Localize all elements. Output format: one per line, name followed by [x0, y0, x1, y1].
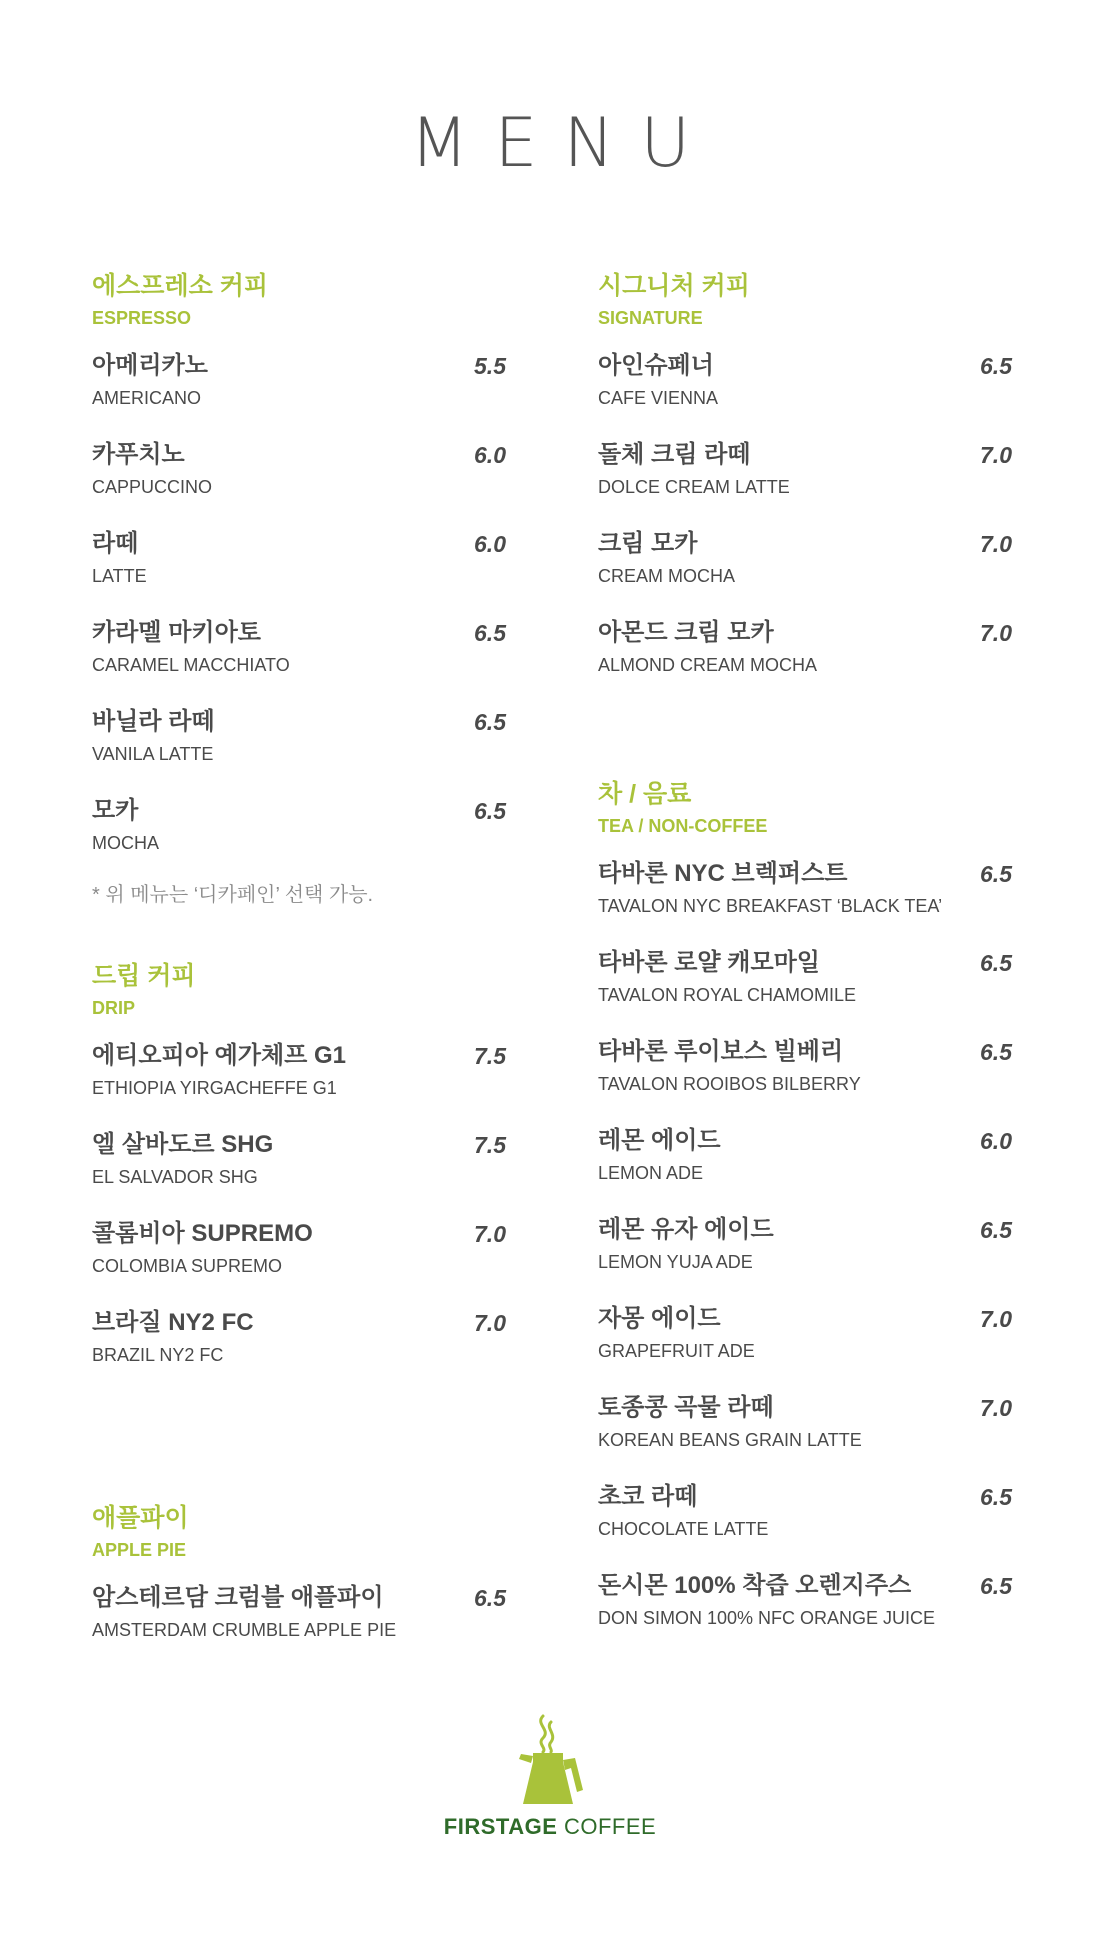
menu-item [92, 793, 506, 882]
item-name-ko: 에티오피아 예가체프 G1 [92, 1042, 347, 1069]
item-price: 6.5 [980, 1217, 1012, 1243]
item-name-en: LATTE [92, 566, 147, 586]
item-name-ko: 레몬 유자 에이드 [598, 1216, 774, 1243]
page-title: MENU [409, 104, 717, 183]
item-name-ko: 타바론 로얄 캐모마일 [598, 949, 820, 976]
item-price: 7.0 [980, 620, 1012, 646]
item-name-en: TAVALON NYC BREAKFAST ‘BLACK TEA’ [598, 896, 943, 916]
brand-name [0, 1814, 1100, 1840]
item-name-en: DON SIMON 100% NFC ORANGE JUICE [598, 1608, 936, 1628]
item-name-ko: 타바론 루이보스 빌베리 [598, 1038, 844, 1065]
menu-item [598, 856, 1012, 945]
right-column [598, 268, 1012, 1657]
item-price: 5.5 [474, 353, 506, 379]
section-title-ko: 차 / 음료 [598, 780, 692, 808]
item-price: 6.5 [474, 709, 506, 735]
item-name-en: DOLCE CREAM LATTE [598, 477, 790, 497]
item-price: 7.0 [474, 1221, 506, 1247]
coffee-pot-icon [505, 1712, 595, 1808]
item-name-en: ALMOND CREAM MOCHA [598, 655, 818, 675]
item-name-en: CHOCOLATE LATTE [598, 1519, 769, 1539]
section-title-ko: 에스프레소 커피 [92, 272, 268, 300]
item-price: 6.5 [474, 1585, 506, 1611]
left-column [92, 268, 506, 1669]
item-price: 6.5 [980, 353, 1012, 379]
menu-item [92, 1127, 506, 1216]
item-name-ko: 카라멜 마키아토 [92, 619, 261, 646]
item-name-ko: 라떼 [92, 530, 139, 557]
menu-item [598, 1034, 1012, 1123]
section-title-en: ESPRESSO [92, 308, 192, 328]
item-name-en: AMSTERDAM CRUMBLE APPLE PIE [92, 1620, 397, 1640]
item-price: 7.5 [474, 1132, 506, 1158]
item-price: 7.0 [980, 531, 1012, 557]
section-title-ko: 드립 커피 [92, 962, 196, 990]
menu-item [92, 1216, 506, 1305]
item-name-en: CARAMEL MACCHIATO [92, 655, 290, 675]
item-price: 7.0 [474, 1310, 506, 1336]
menu-item [598, 437, 1012, 526]
item-name-ko: 돈시몬 100% 착즙 오렌지주스 [598, 1572, 912, 1599]
item-name-ko: 브라질 NY2 FC [92, 1309, 254, 1336]
item-name-ko: 초코 라떼 [598, 1483, 698, 1510]
section-applepie [92, 1500, 506, 1669]
menu-item [92, 1038, 506, 1127]
item-price: 6.0 [474, 531, 506, 557]
section-espresso [92, 268, 506, 910]
section-tea [598, 776, 1012, 1657]
item-name-ko: 토종콩 곡물 라떼 [598, 1394, 774, 1421]
menu-item [92, 526, 506, 615]
item-name-en: BRAZIL NY2 FC [92, 1345, 224, 1365]
item-name-ko: 타바론 NYC 브렉퍼스트 [598, 860, 848, 887]
item-name-en: KOREAN BEANS GRAIN LATTE [598, 1430, 862, 1450]
section-title-en: SIGNATURE [598, 308, 703, 328]
menu-item [598, 1390, 1012, 1479]
item-name-en: GRAPEFRUIT ADE [598, 1341, 755, 1361]
item-name-en: TAVALON ROYAL CHAMOMILE [598, 985, 857, 1005]
section-drip [92, 958, 506, 1394]
menu-item [92, 1580, 506, 1669]
item-name-en: AMERICANO [92, 388, 202, 408]
item-name-ko: 모카 [92, 797, 139, 824]
section-signature [598, 268, 1012, 704]
item-name-ko: 아몬드 크림 모카 [598, 619, 774, 646]
section-title-ko: 애플파이 [92, 1504, 189, 1532]
item-price: 6.5 [980, 861, 1012, 887]
menu-item [92, 615, 506, 704]
item-name-ko: 레몬 에이드 [598, 1127, 721, 1154]
brand-name-rest: COFFEE [557, 1814, 657, 1839]
item-name-ko: 자몽 에이드 [598, 1305, 721, 1332]
item-name-ko: 아인슈페너 [598, 352, 714, 379]
decaf-note: * 위 메뉴는 ‘디카페인’ 선택 가능. [92, 884, 374, 906]
menu-item [598, 1301, 1012, 1390]
item-name-ko: 엘 살바도르 SHG [92, 1131, 274, 1158]
menu-item [92, 437, 506, 526]
section-title-en: DRIP [92, 998, 136, 1018]
item-name-ko: 암스테르담 크럼블 애플파이 [92, 1584, 384, 1611]
item-name-ko: 아메리카노 [92, 352, 208, 379]
menu-item [92, 348, 506, 437]
item-name-en: CAFE VIENNA [598, 388, 719, 408]
section-title-en: APPLE PIE [92, 1540, 187, 1560]
item-name-en: CAPPUCCINO [92, 477, 213, 497]
menu-item [598, 615, 1012, 704]
item-price: 6.0 [980, 1128, 1012, 1154]
section-title-ko: 시그니처 커피 [598, 272, 750, 300]
item-price: 7.0 [980, 1306, 1012, 1332]
item-name-ko: 크림 모카 [598, 530, 698, 557]
item-name-en: EL SALVADOR SHG [92, 1167, 258, 1187]
item-name-en: TAVALON ROOIBOS BILBERRY [598, 1074, 861, 1094]
brand-logo [0, 1712, 1100, 1840]
item-name-ko: 바닐라 라떼 [92, 708, 215, 735]
menu-item [598, 1123, 1012, 1212]
item-price: 6.0 [474, 442, 506, 468]
item-price: 7.5 [474, 1043, 506, 1069]
item-name-en: LEMON YUJA ADE [598, 1252, 753, 1272]
item-price: 7.0 [980, 1395, 1012, 1421]
item-name-ko: 콜롬비아 SUPREMO [92, 1220, 313, 1247]
item-price: 6.5 [474, 620, 506, 646]
menu-item [598, 526, 1012, 615]
item-name-en: VANILA LATTE [92, 744, 214, 764]
menu-item [598, 1568, 1012, 1657]
item-name-en: COLOMBIA SUPREMO [92, 1256, 283, 1276]
item-price: 6.5 [980, 1573, 1012, 1599]
menu-item [92, 704, 506, 793]
brand-name-bold: FIRSTAGE [443, 1814, 558, 1839]
item-price: 6.5 [474, 798, 506, 824]
menu-item [598, 1479, 1012, 1568]
item-name-en: MOCHA [92, 833, 159, 853]
menu-item [598, 945, 1012, 1034]
item-name-en: ETHIOPIA YIRGACHEFFE G1 [92, 1078, 337, 1098]
item-name-en: CREAM MOCHA [598, 566, 736, 586]
item-price: 6.5 [980, 950, 1012, 976]
item-price: 6.5 [980, 1039, 1012, 1065]
menu-item [598, 1212, 1012, 1301]
item-price: 6.5 [980, 1484, 1012, 1510]
item-name-ko: 카푸치노 [92, 441, 185, 468]
section-title-en: TEA / NON-COFFEE [598, 816, 768, 836]
item-name-ko: 돌체 크림 라떼 [598, 441, 751, 468]
menu-item [92, 1305, 506, 1394]
item-price: 7.0 [980, 442, 1012, 468]
item-name-en: LEMON ADE [598, 1163, 704, 1183]
menu-item [598, 348, 1012, 437]
